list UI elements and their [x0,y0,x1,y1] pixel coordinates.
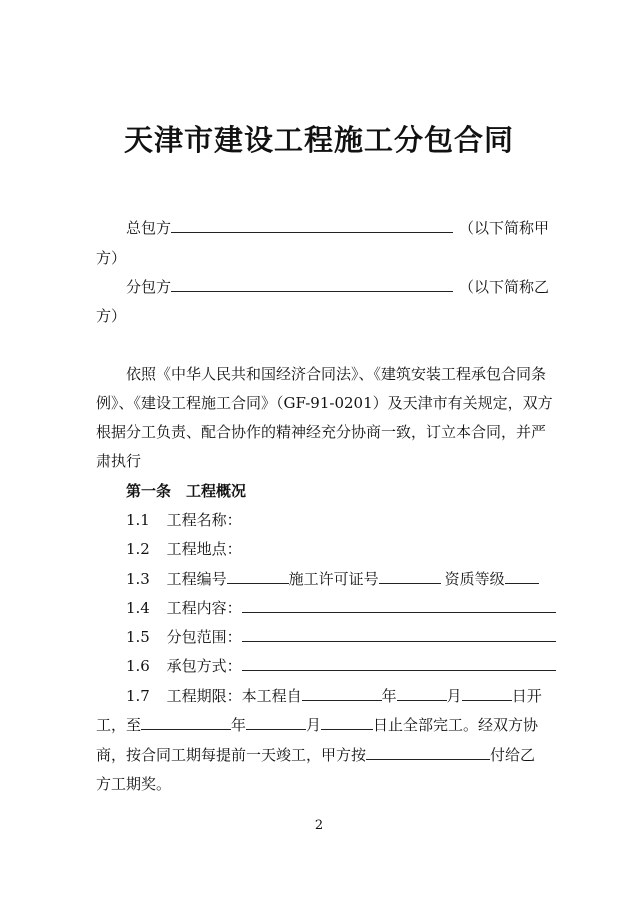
month-label: 月 [446,687,462,705]
party-b-wrap: 方） [96,307,127,325]
item-label: 承包方式： [166,657,242,675]
article-1-heading: 第一条 工程概况 [126,482,247,500]
item-1-7-line3 [96,745,535,765]
line3-start: 商，按合同工期每提前一天竣工，甲方按 [96,746,367,764]
contract-title: 天津市建设工程施工分包合同 [123,123,514,157]
item-number: 1.4 [126,599,150,617]
start-year-blank[interactable] [302,686,382,701]
end-month-blank[interactable] [246,715,306,730]
item-1-3 [126,569,539,589]
end-year-blank[interactable] [141,715,231,730]
permit-number-blank[interactable] [379,569,441,584]
item-number: 1.2 [126,540,150,558]
party-a-line [126,218,549,238]
item-1-5 [126,627,556,647]
permit-label: 施工许可证号 [288,570,379,588]
item-1-6 [126,656,556,676]
party-a-wrap: 方） [96,249,127,267]
month-label: 月 [306,716,322,734]
line3-end: 付给乙 [490,746,536,764]
day-start-label: 日开 [511,687,542,705]
item-1-7 [126,686,542,706]
bonus-blank[interactable] [366,745,490,760]
start-day-blank[interactable] [462,686,512,701]
item-1-1 [126,510,242,530]
party-a-label: 总包方 [126,219,172,237]
item-number: 1.6 [126,657,150,675]
item-number: 1.5 [126,628,150,646]
item-number: 1.7 [126,687,150,705]
preamble-line: 依照《中华人民共和国经济合同法》、《建筑安装工程承包合同条 [126,365,547,383]
grade-label: 资质等级 [444,570,505,588]
party-a-blank[interactable] [171,218,453,233]
item-number: 1.3 [126,570,150,588]
year-label: 年 [381,687,397,705]
item-label: 工程地点： [166,540,242,558]
item-1-4 [126,598,556,618]
party-b-line [126,277,549,297]
item-1-7-line4: 方工期奖。 [96,775,172,793]
grade-blank[interactable] [505,569,539,584]
party-b-blank[interactable] [171,277,453,292]
line2-start: 工，至 [96,716,142,734]
preamble-line: 例》、《建设工程施工合同》（GF-91-0201）及天津市有关规定，双方 [96,394,553,412]
end-day-blank[interactable] [321,715,373,730]
party-a-suffix: （以下简称甲 [459,219,550,237]
method-blank[interactable] [242,656,556,671]
item-label: 工程编号 [166,570,227,588]
year-label: 年 [231,716,247,734]
party-b-label: 分包方 [126,278,172,296]
item-label: 工程名称： [166,511,242,529]
preamble-line: 肃执行 [96,452,142,470]
item-label: 工程内容： [166,599,242,617]
line2-end: 日止全部完工。经双方协 [373,716,539,734]
preamble-line: 根据分工负责、配合协作的精神经充分协商一致，订立本合同，并严 [96,423,547,441]
party-b-suffix: （以下简称乙 [459,278,550,296]
start-month-blank[interactable] [397,686,447,701]
item-label: 工程期限：本工程自 [166,687,302,705]
project-number-blank[interactable] [227,569,289,584]
scope-blank[interactable] [242,627,556,642]
item-number: 1.1 [126,511,150,529]
page-number: 2 [314,818,324,833]
item-1-2 [126,539,242,559]
item-label: 分包范围： [166,628,242,646]
content-blank[interactable] [242,598,556,613]
item-1-7-line2 [96,715,538,735]
